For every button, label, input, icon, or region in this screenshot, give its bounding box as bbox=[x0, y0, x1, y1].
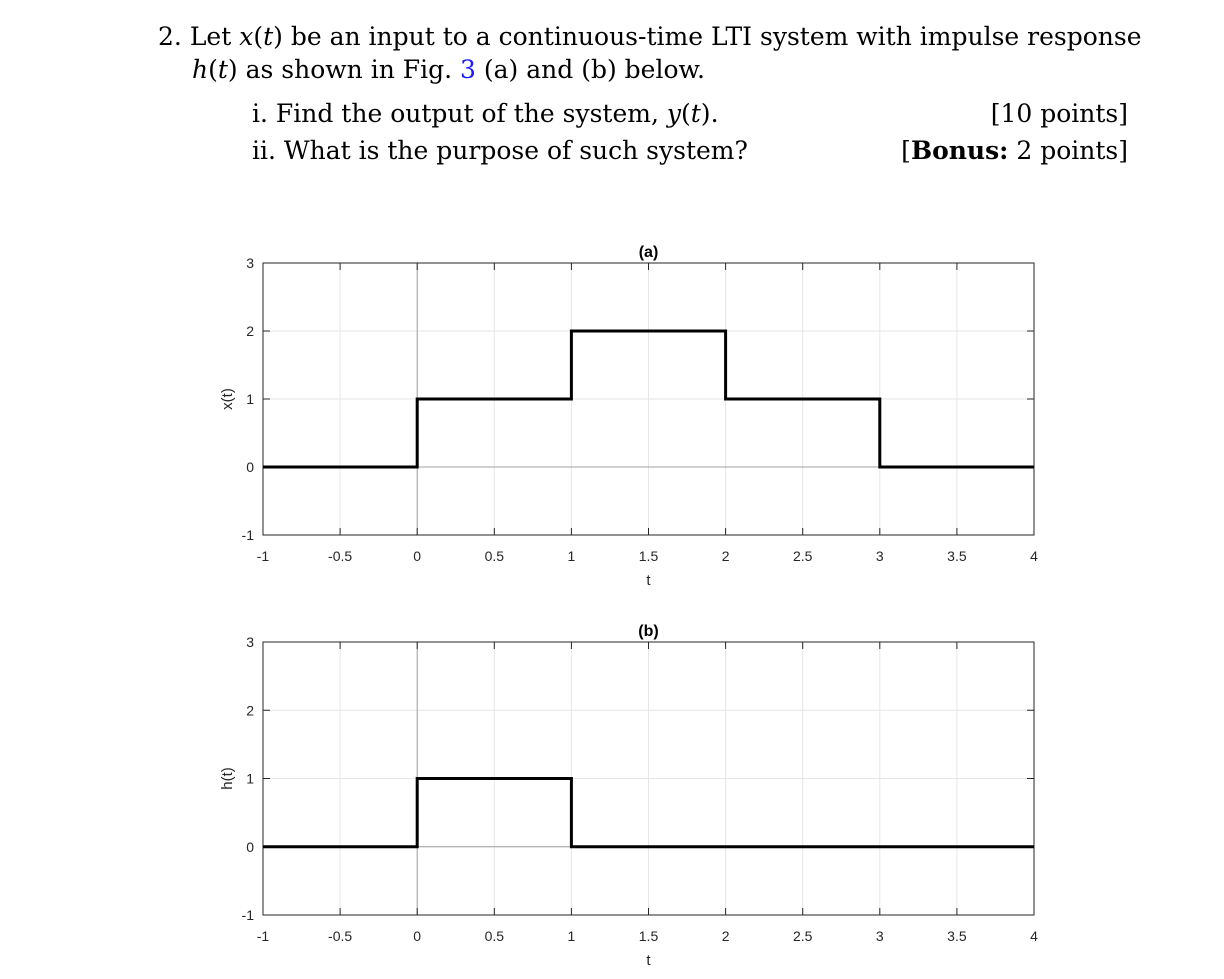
x-tick-label: 0 bbox=[413, 548, 422, 564]
h-symbol: h bbox=[192, 55, 209, 84]
chart-title: (b) bbox=[638, 623, 659, 640]
x-tick-label: 2 bbox=[721, 548, 730, 564]
x-tick-label: -1 bbox=[256, 548, 270, 564]
x-axis-label: t bbox=[646, 952, 651, 969]
y-symbol: y bbox=[666, 99, 681, 128]
x-tick-label: 0.5 bbox=[484, 928, 505, 944]
problem-line-1: 2. Let x(t) be an input to a continuous-time LTI system with impulse response bbox=[158, 22, 1142, 51]
part-i-question: i. Find the output of the system, y(t). bbox=[252, 99, 719, 128]
problem-line-2: h(t) as shown in Fig. 3 (a) and (b) below. bbox=[192, 55, 705, 84]
y-axis-label: x(t) bbox=[219, 388, 236, 410]
x-tick-label: 1 bbox=[567, 928, 576, 944]
part-i-period: . bbox=[710, 99, 719, 128]
y-tick-label: 2 bbox=[246, 702, 254, 719]
problem-text-2: as shown in Fig. bbox=[245, 55, 453, 84]
t-symbol: t bbox=[263, 22, 274, 51]
x-tick-label: 1.5 bbox=[638, 548, 659, 564]
part-ii-numeral: ii. bbox=[252, 136, 276, 165]
x-tick-label: 1 bbox=[567, 548, 576, 564]
problem-text-1: be an input to a continuous-time LTI system with impulse response bbox=[290, 22, 1142, 51]
chart-title: (a) bbox=[638, 244, 659, 261]
x-tick-label: 0 bbox=[413, 928, 422, 944]
chart-b bbox=[219, 623, 1038, 969]
x-tick-label: 3.5 bbox=[947, 548, 967, 564]
let-word: Let bbox=[189, 22, 232, 51]
x-tick-label: 4 bbox=[1030, 928, 1038, 944]
y-tick-label: 3 bbox=[246, 634, 254, 650]
problem-text-3: (a) and (b) below. bbox=[483, 55, 705, 84]
x-tick-label: -1 bbox=[256, 928, 270, 944]
x-symbol: x bbox=[239, 22, 254, 51]
part-i-points: [10 points] bbox=[990, 99, 1128, 128]
part-i-text: Find the output of the system, bbox=[275, 99, 659, 128]
x-tick-label: 2.5 bbox=[792, 928, 813, 944]
y-tick-label: 2 bbox=[246, 323, 254, 339]
x-tick-label: 3.5 bbox=[947, 928, 967, 944]
y-tick-label: -1 bbox=[241, 527, 254, 543]
x-tick-label: 2 bbox=[721, 928, 730, 944]
bonus-label: Bonus: bbox=[910, 136, 1009, 165]
y-tick-label: -1 bbox=[241, 907, 254, 923]
x-tick-label: 2.5 bbox=[792, 548, 813, 564]
x-tick-label: 3 bbox=[875, 548, 884, 564]
y-tick-label: 0 bbox=[246, 838, 254, 855]
x-tick-label: 4 bbox=[1030, 548, 1038, 564]
y-tick-label: 1 bbox=[246, 391, 254, 407]
t-symbol-2: t bbox=[217, 55, 228, 84]
y-tick-label: 1 bbox=[246, 770, 254, 787]
problem-number: 2. bbox=[158, 22, 182, 51]
y-tick-label: 0 bbox=[246, 459, 254, 475]
t-symbol-3: t bbox=[690, 99, 701, 128]
part-ii-points: [Bonus: 2 points] bbox=[901, 136, 1128, 165]
x-tick-label: 1.5 bbox=[638, 928, 659, 944]
x-tick-label: 3 bbox=[875, 928, 884, 944]
part-i-numeral: i. bbox=[252, 99, 268, 128]
chart-a bbox=[219, 244, 1038, 589]
y-axis-label: h(t) bbox=[219, 767, 236, 790]
part-ii-text: What is the purpose of such system? bbox=[283, 136, 748, 165]
x-tick-label: -0.5 bbox=[328, 548, 353, 564]
x-tick-label: -0.5 bbox=[328, 928, 353, 944]
figure-reference-link[interactable]: 3 bbox=[460, 55, 476, 84]
y-tick-label: 3 bbox=[246, 255, 254, 271]
x-tick-label: 0.5 bbox=[484, 548, 505, 564]
x-axis-label: t bbox=[646, 572, 651, 589]
